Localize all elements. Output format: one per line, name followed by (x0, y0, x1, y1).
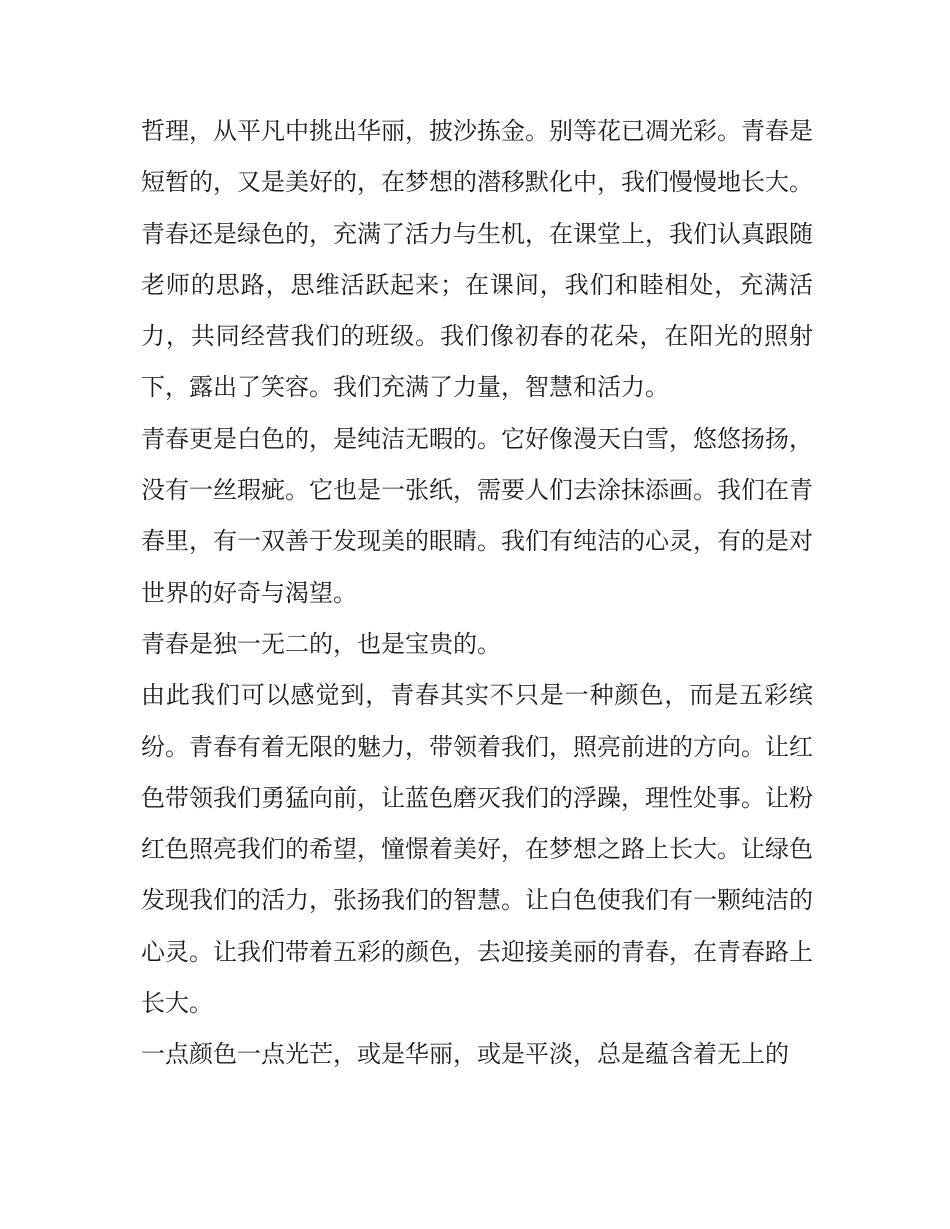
paragraph: 由此我们可以感觉到，青春其实不只是一种颜色，而是五彩缤纷。青春有着无限的魅力，带领着我们，照亮前进的方向。让红色带领我们勇猛向前，让蓝色磨灭我们的浮躁，理性处事。让粉红色照亮我们的希望，憧憬着美好，在梦想之路上长大。让绿色发现我们的活力，张扬我们的智慧。让白色使我们有一颗纯洁的心灵。让我们带着五彩的颜色，去迎接美丽的青春，在青春路上长大。 (141, 681, 813, 1018)
paragraph: 青春还是绿色的，充满了活力与生机，在课堂上，我们认真跟随老师的思路，思维活跃起来；在课间，我们和睦相处，充满活力，共同经营我们的班级。我们像初春的花朵，在阳光的照射下，露出了笑容。我们充满了力量，智慧和活力。 (141, 219, 813, 402)
paragraph: 青春更是白色的，是纯洁无暇的。它好像漫天白雪，悠悠扬扬，没有一丝瑕疵。它也是一张纸，需要人们去涂抹添画。我们在青春里，有一双善于发现美的眼睛。我们有纯洁的心灵，有的是对世界的好奇与渴望。 (141, 424, 813, 607)
document-body (141, 106, 813, 1081)
paragraph: 青春是独一无二的，也是宝贵的。 (141, 629, 501, 658)
paragraph: 一点颜色一点光芒，或是华丽，或是平淡，总是蕴含着无上的 (141, 1040, 789, 1069)
paragraph: 哲理，从平凡中挑出华丽，披沙拣金。别等花已凋光彩。青春是短暂的，又是美好的，在梦想的潜移默化中，我们慢慢地长大。 (141, 117, 813, 197)
